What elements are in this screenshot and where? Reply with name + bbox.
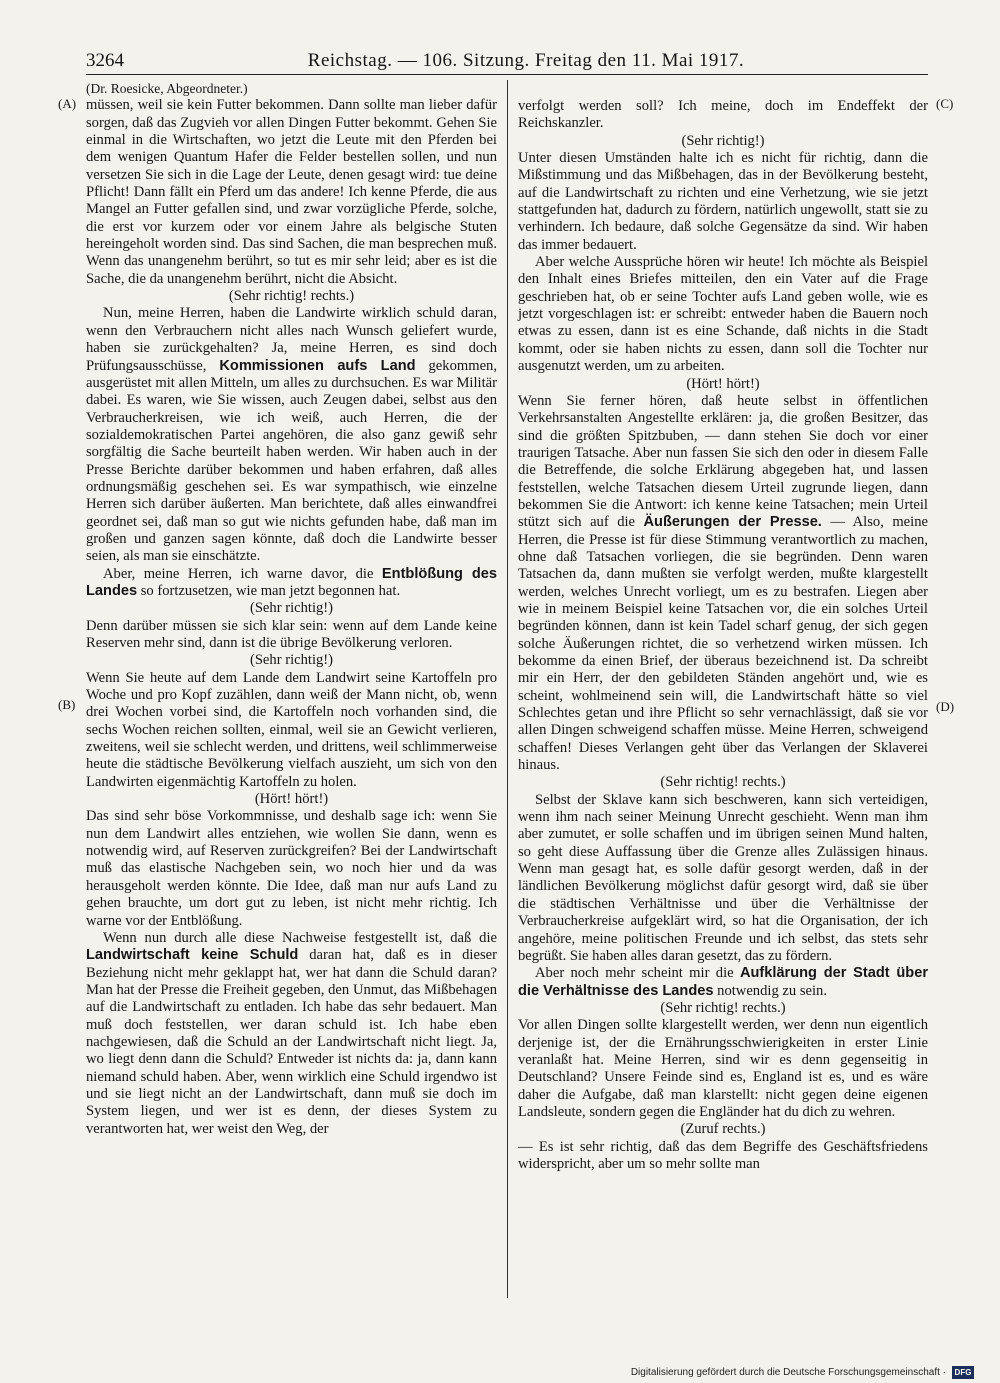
column-divider bbox=[507, 80, 508, 1298]
credit-text: Digitalisierung gefördert durch die Deutsche Forschungsgemeinschaft · bbox=[630, 1366, 946, 1378]
paragraph: Aber, meine Herren, ich warne davor, die Entblößung des Landes so fortzusetzen, wie man jetzt begonnen hat. bbox=[86, 565, 497, 599]
paragraph: Vor allen Dingen sollte klargestellt werden, wer denn nun eigentlich derjenige ist, der die Ernährungsschwierigkeiten in erster Linie veranlaßt hat. Meine Herren, sind wir es denn gegenseitig in Deutschland? Unsere Feinde sind es, England ist es, und es wäre daher die Aufgabe, daß man klarstellt: nicht gegen deine eigenen Landsleute, sondern gegen die Engländer hat du dich zu wehren. bbox=[518, 1017, 928, 1120]
emphasis: Entblößung des Landes bbox=[86, 565, 497, 599]
page-header bbox=[86, 48, 928, 74]
interjection: (Sehr richtig!) bbox=[681, 132, 765, 149]
paragraph: Aber welche Aussprüche hören wir heute! Ich möchte als Beispiel den Inhalt eines Briefes mitteilen, den ein Vater auf die Frage geschrieben hat, ob er seine Tochter aufs Land geben wolle, wie es jetzt vorgeschlagen ist: er schreibt: entweder haben die Bauern noch etwas zu essen, dann ist es eine Schande, daß nichts in die Stadt kommt, oder sie haben nichts zu essen, dann soll die Tochter nur ausgenutzt werden, um zu arbeiten. bbox=[518, 254, 928, 375]
interjection: (Sehr richtig!) bbox=[249, 600, 334, 617]
paragraph: Wenn nun durch alle diese Nachweise festgestellt ist, daß die Landwirtschaft keine Schuld daran hat, daß es in dieser Beziehung nicht mehr geklappt hat, wer hat dann die Schuld daran? Man hat der Presse die Freiheit gegeben, den Unmut, das Mißbehagen auf die Landwirtschaft zu entladen. Ich habe das sehr bedauert. Man muß doch feststellen, wer daran schuld ist. Ich habe eben nachgewiesen, daß die Schuld an der Landwirtschaft nicht liegt. Ja, wo liegt denn dann die Schuld? Entweder ist nichts da: ja, dann kann niemand schuld haben. Aber, wenn wirklich eine Schuld irgendwo ist und sie liegt nicht an der Landwirtschaft, dann muß sie doch im System liegen, und wer ist es denn, der dieses System zu verantworten hat, wer weist den Weg, der bbox=[86, 929, 497, 1137]
margin-marker-c: (C) bbox=[936, 96, 954, 111]
emphasis: Kommissionen aufs Land bbox=[219, 357, 416, 374]
paragraph: Wenn Sie heute auf dem Lande dem Landwirt seine Kartoffeln pro Woche und pro Kopf zuzählen, dann weiß der Mann nicht, ob, wenn drei Wochen vorbei sind, die Kartoffeln noch vorhanden sind, die sechs Wochen reichen sollten, einmal, weil sie an Gewicht verlieren, zweitens, weil sie schlecht werden, und drittens, weil schlimmerweise heute die städtische Bevölkerung vielfach auszieht, um sich von den Landwirten eigenmächtig Kartoffeln zu holen. bbox=[86, 669, 497, 790]
running-title: Reichstag. — 106. Sitzung. Freitag den 11. Mai 1917. bbox=[307, 50, 745, 71]
right-column bbox=[518, 98, 928, 1173]
paragraph: — Es ist sehr richtig, daß das dem Begriffe des Geschäftsfriedens widerspricht, aber um so mehr sollte man bbox=[518, 1138, 928, 1172]
header-rule bbox=[86, 74, 928, 75]
page-number: 3264 bbox=[86, 50, 124, 71]
margin-marker-d: (D) bbox=[936, 699, 955, 714]
paragraph: Wenn Sie ferner hören, daß heute selbst in öffentlichen Verkehrsanstalten Angestellte erklären: ja, die großen Besitzer, das sind die größten Spitzbuben, — dann stehen Sie doch vor einer traurigen Tatsache. Aber nun fassen Sie sich den oder in diesem Falle die Betreffende, die solche Erklärung abgegeben hat, und lassen feststellen, welche Tatsachen diesem Urteil zugrunde liegen, dann bekommen Sie die Antwort: ich kenne keine Tatsachen; mein Urteil stützt sich auf die Äußerungen der Presse. — Also, meine Herren, die Presse ist für diese Stimmung verantwortlich zu machen, ohne daß Tatsachen vorliegen, die sie begründen. Denn waren Tatsachen da, dann mußten sie verfolgt werden, mußte klargestellt werden, welches Unrecht vorliegt, um es zu bestrafen. Liegen aber wie in meinem Beispiel keine Tatsachen vor, die ein solches Urteil begründen können, dann ist kein Tadel scharf genug, der sich gegen solche Äußerungen richtet, die so verhetzend wirken müssen. Ich bekomme da einen Brief, der überaus bezeichnend ist. Da schreibt mir ein Herr, der den gebildeten Ständen angehört und, wie es scheint, wohlmeinend sein will, die Landwirtschaft hätte so viel Schlechtes getan und ihre Pflicht so sehr vernachlässigt, daß sie vor allen Dingen schweigend schaffen müsse. Meine Herren, schweigend schaffen! Dieses Verlangen geht über das Verlangen der Sklaverei hinaus. bbox=[518, 392, 928, 774]
interjection: (Hört! hört!) bbox=[254, 791, 329, 808]
left-column bbox=[86, 80, 497, 1138]
speaker-label: (Dr. Roesicke, Abgeordneter.) bbox=[86, 81, 248, 96]
paragraph: Unter diesen Umständen halte ich es nicht für richtig, dann die Mißstimmung und das Mißbehagen, das in der Bevölkerung besteht, auf die Landwirtschaft zu richten und eine Verhetzung, wie sie jetzt stattgefunden hat, dadurch zu fördern, natürlich ungewollt, statt sie zu verhindern. Ich bedaure, daß solche Gegensätze da sind. Wir haben das immer bedauert. bbox=[518, 150, 928, 253]
interjection: (Sehr richtig! rechts.) bbox=[228, 288, 355, 305]
dfg-logo-icon: DFG bbox=[952, 1366, 974, 1379]
paragraph: Aber noch mehr scheint mir die Aufklärung der Stadt über die Verhältnisse des Landes notwendig zu sein. bbox=[518, 965, 929, 999]
margin-marker-b: (B) bbox=[58, 697, 76, 712]
interjection: (Sehr richtig!) bbox=[249, 652, 334, 669]
interjection: (Zuruf rechts.) bbox=[680, 1121, 766, 1138]
interjection: (Sehr richtig! rechts.) bbox=[660, 774, 786, 791]
interjection: (Hört! hört!) bbox=[686, 375, 760, 392]
emphasis: Landwirtschaft keine Schuld bbox=[86, 947, 299, 964]
paragraph: Das sind sehr böse Vorkommnisse, und deshalb sage ich: wenn Sie nun dem Landwirt alles entziehen, wie wollen Sie dann, wenn es notwendig wird, auf Reserven zurückgreifen? Bei der Landwirtschaft muß das elastische Nachgeben sein, wo noch hier und da was herausgeholt werden könnte. Die Idee, daß man nur aufs Land zu gehen brauchte, um dort gut zu leben, ist nicht mehr richtig. Ich warne vor der Entblößung. bbox=[86, 808, 497, 929]
digitization-credit bbox=[631, 1364, 974, 1380]
paragraph: verfolgt werden soll? Ich meine, doch im Endeffekt der Reichskanzler. bbox=[518, 98, 928, 132]
margin-marker-a: (A) bbox=[58, 96, 77, 111]
paragraph: Denn darüber müssen sie sich klar sein: wenn auf dem Lande keine Reserven mehr sind, dann ist die übrige Bevölkerung verloren. bbox=[86, 617, 497, 651]
paragraph: Selbst der Sklave kann sich beschweren, kann sich verteidigen, wenn ihm nach seiner Meinung Unrecht geschieht. Wenn man ihm aber zumutet, er solle schaffen und im übrigen seinen Mund halten, so geht diese Auffassung über die Grenze alles Zulässigen hinaus. Wenn man gesagt hat, es solle dafür gesorgt werden, daß in der ländlichen Bevölkerung möglichst dafür gesorgt wird, daß sie über die städtischen Verhältnisse und über die Verhältnisse der Verbraucherkreise aufgeklärt wird, so hat die Organisation, der ich angehöre, meine politischen Freunde und ich selbst, das stets sehr begrüßt. Sie haben alles daran gesetzt, das zu fördern. bbox=[518, 791, 928, 964]
paragraph: Nun, meine Herren, haben die Landwirte wirklich schuld daran, wenn den Verbrauchern nicht alles nach Wunsch geliefert wurde, haben sie zurückgehalten? Ja, meine Herren, es sind doch Prüfungsausschüsse, Kommissionen aufs Land gekommen, ausgerüstet mit allen Mitteln, um alles zu durchsuchen. Es war Militär dabei. Es waren, wie Sie wissen, auch Zeugen dabei, selbst aus den Verbraucherkreisen, wie ich weiß, auch Herren, die der sozialdemokratischen Partei angehören, die also ganz gewiß sehr sorgfältig die Sache beurteilt haben werden. Wir haben auch in der Presse Berichte darüber bekommen und haben erfahren, daß alles ordnungsmäßig geschehen sei. Es war sympathisch, wie einzelne Herren sich darüber äußerten. Man berichtete, daß alles einwandfrei geordnet sei, daß man so gut wie nichts gefunden habe, daß man im großen und ganzen sagen könnte, daß doch die Landwirte besser seien, als man sie einschätzte. bbox=[86, 305, 497, 565]
paragraph: müssen, weil sie kein Futter bekommen. Dann sollte man lieber dafür sorgen, daß das Zugvieh vor allen Dingen Futter bekommt. Gehen Sie einmal in die Wirtschaften, wo jetzt die Leute mit den Pferden bei dem wenigen Quantum Hafer die Felder bestellen sollen, und nun versetzen Sie sich in die Lage der Leute, denen gesagt wird: tue deine Pflicht! Dann fällt ein Pferd um das andere! Ich kenne Pferde, die aus Mangel an Futter gefallen sind, und zwar vorzügliche Pferde, solche, die erst vor kurzem oder vor einem Jahre als belgische Stuten hereingeholt worden sind. Das sind Sachen, die man besprechen muß. Wenn das unangenehm berührt, so tut es mir sehr leid; aber es ist die Sache, die da unangenehm berührt, nicht die Absicht. bbox=[86, 97, 497, 287]
emphasis: Aufklärung der Stadt über die Verhältnisse des Landes bbox=[518, 965, 929, 999]
interjection: (Sehr richtig! rechts.) bbox=[660, 999, 786, 1016]
emphasis: Äußerungen der Presse. bbox=[643, 514, 822, 531]
